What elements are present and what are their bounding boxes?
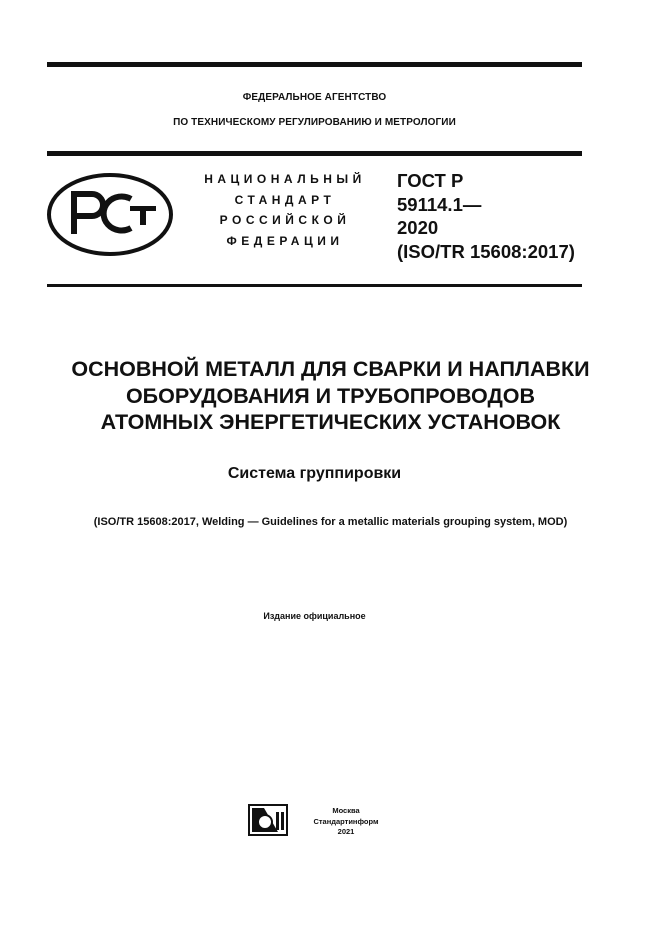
designation-line: 2020: [397, 217, 439, 238]
top-rule: [47, 62, 582, 67]
publisher-block: [300, 806, 392, 838]
designation-line: 59114.1—: [397, 193, 482, 215]
designation-line: ГОСТ Р: [397, 170, 464, 191]
standard-type-line: РОССИЙСКОЙ: [219, 213, 351, 227]
publisher-logo: [248, 804, 288, 836]
standard-type-block: [190, 169, 380, 251]
title-line: АТОМНЫХ ЭНЕРГЕТИЧЕСКИХ УСТАНОВОК: [100, 410, 561, 434]
publisher-city: Москва: [332, 806, 360, 815]
edition-note: Издание официальное: [263, 611, 366, 621]
standard-type-line: ФЕДЕРАЦИИ: [226, 233, 344, 248]
header-rule: [47, 151, 582, 156]
international-reference: (ISO/TR 15608:2017, Welding — Guidelines for a metallic materials grouping system, MOD): [93, 516, 568, 528]
agency-name-line1: ФЕДЕРАЛЬНОЕ АГЕНТСТВО: [242, 92, 387, 103]
designation-rule: [47, 284, 582, 287]
publisher-name: Стандартинформ: [313, 816, 379, 826]
title-line: ОБОРУДОВАНИЯ И ТРУБОПРОВОДОВ: [125, 383, 536, 408]
standard-type-line: СТАНДАРТ: [234, 192, 336, 207]
document-title: [20, 356, 641, 436]
designation-line: (ISO/TR 15608:2017): [397, 240, 575, 262]
standard-designation: [397, 169, 587, 263]
gost-r-logo: [46, 172, 174, 257]
document-subtitle: Система группировки: [227, 465, 402, 482]
standard-type-line: НАЦИОНАЛЬНЫЙ: [204, 172, 366, 186]
agency-name-line2: ПО ТЕХНИЧЕСКОМУ РЕГУЛИРОВАНИЮ И МЕТРОЛОГИИ: [173, 117, 456, 128]
title-line: ОСНОВНОЙ МЕТАЛЛ ДЛЯ СВАРКИ И НАПЛАВКИ: [71, 357, 590, 381]
publisher-year: 2021: [337, 827, 355, 836]
